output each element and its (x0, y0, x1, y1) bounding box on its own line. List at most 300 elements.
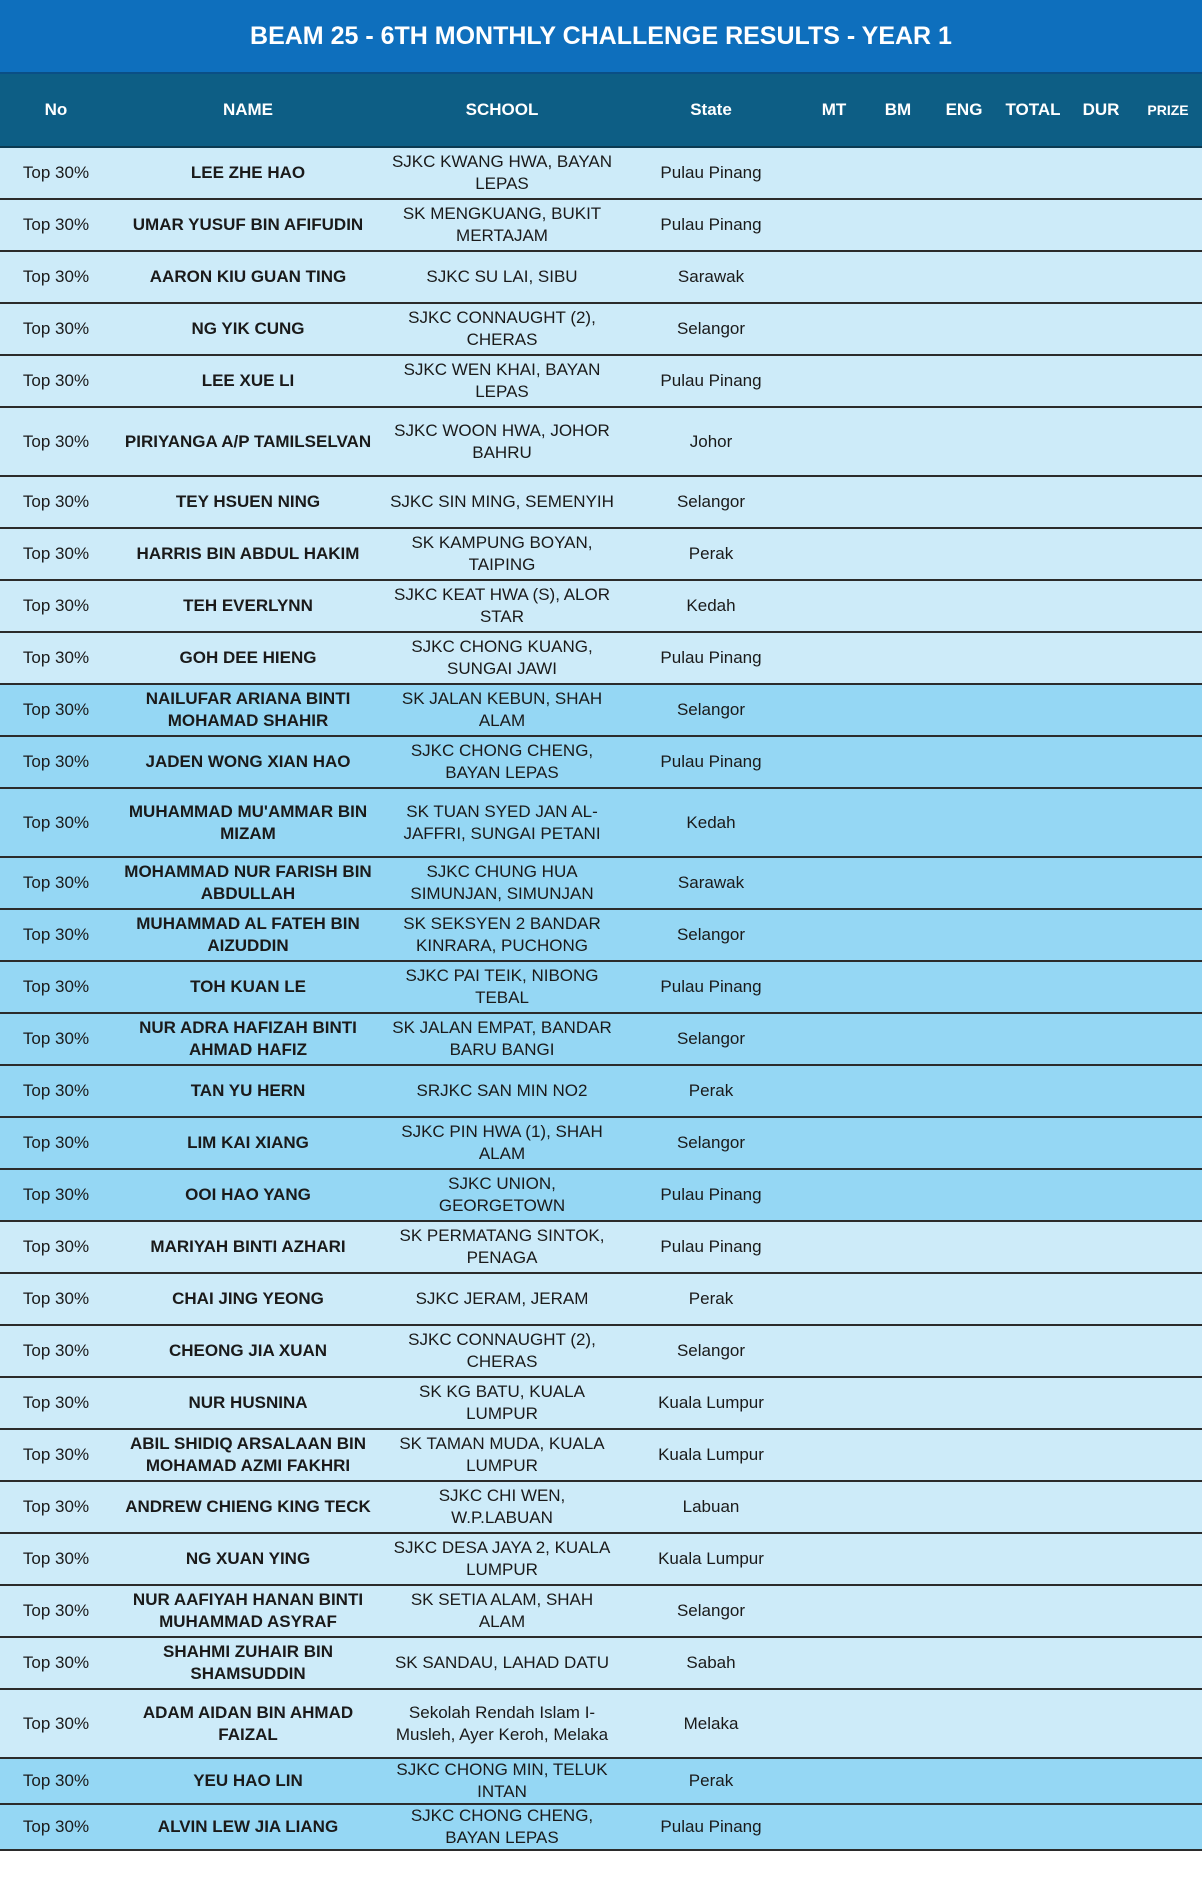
cell-no: Top 30% (22, 1289, 90, 1308)
table-row (0, 1170, 1202, 1222)
cell-no: Top 30% (22, 267, 90, 286)
cell-bm (866, 1586, 930, 1636)
cell-mt (802, 962, 866, 1012)
cell-name: MARIYAH BINTI AZHARI (150, 1237, 346, 1256)
cell-dur (1068, 789, 1134, 856)
cell-bm (866, 529, 930, 579)
cell-mt (802, 200, 866, 250)
table-row (0, 1066, 1202, 1118)
cell-no: Top 30% (22, 1445, 90, 1464)
header-dur: DUR (1082, 100, 1120, 119)
cell-eng (930, 1586, 998, 1636)
cell-school: SK MENGKUANG, BUKIT MERTAJAM (402, 204, 602, 245)
cell-dur (1068, 1170, 1134, 1220)
cell-name: LEE XUE LI (201, 371, 295, 390)
cell-mt (802, 1805, 866, 1849)
cell-total (998, 148, 1068, 198)
table-row (0, 737, 1202, 789)
cell-eng (930, 1482, 998, 1532)
cell-prize (1134, 477, 1202, 527)
cell-state: Perak (688, 1081, 734, 1100)
cell-school: SJKC CHONG CHENG, BAYAN LEPAS (410, 1806, 594, 1847)
cell-total (998, 1066, 1068, 1116)
cell-prize (1134, 1118, 1202, 1168)
cell-no: Top 30% (22, 596, 90, 615)
cell-bm (866, 1805, 930, 1849)
cell-prize (1134, 633, 1202, 683)
cell-state: Perak (688, 544, 734, 563)
cell-school: SK TAMAN MUDA, KUALA LUMPUR (399, 1434, 605, 1475)
cell-prize (1134, 1378, 1202, 1428)
cell-bm (866, 408, 930, 475)
cell-dur (1068, 633, 1134, 683)
cell-total (998, 529, 1068, 579)
cell-prize (1134, 789, 1202, 856)
cell-bm (866, 581, 930, 631)
cell-bm (866, 685, 930, 735)
cell-dur (1068, 1118, 1134, 1168)
cell-prize (1134, 581, 1202, 631)
cell-school: SK TUAN SYED JAN AL-JAFFRI, SUNGAI PETANI (403, 801, 601, 843)
cell-bm (866, 148, 930, 198)
cell-bm (866, 1066, 930, 1116)
cell-state: Selangor (676, 925, 746, 944)
cell-prize (1134, 1326, 1202, 1376)
cell-state: Pulau Pinang (660, 977, 762, 996)
cell-dur (1068, 1586, 1134, 1636)
cell-school: SJKC PIN HWA (1), SHAH ALAM (401, 1122, 603, 1163)
cell-mt (802, 1759, 866, 1803)
cell-state: Melaka (683, 1713, 739, 1733)
table-header (0, 74, 1202, 148)
cell-mt (802, 408, 866, 475)
table-row (0, 1638, 1202, 1690)
table-row (0, 304, 1202, 356)
table-row (0, 356, 1202, 408)
table-row (0, 252, 1202, 304)
table-row (0, 148, 1202, 200)
cell-prize (1134, 1690, 1202, 1757)
cell-state: Kuala Lumpur (658, 1445, 764, 1464)
cell-eng (930, 1759, 998, 1803)
cell-state: Selangor (676, 700, 746, 719)
cell-school: SJKC CHONG MIN, TELUK INTAN (396, 1760, 608, 1801)
cell-state: Selangor (676, 1133, 746, 1152)
cell-prize (1134, 1014, 1202, 1064)
cell-dur (1068, 962, 1134, 1012)
cell-dur (1068, 1066, 1134, 1116)
cell-prize (1134, 408, 1202, 475)
cell-total (998, 633, 1068, 683)
cell-eng (930, 1430, 998, 1480)
cell-prize (1134, 1482, 1202, 1532)
cell-school: SJKC CHONG CHENG, BAYAN LEPAS (410, 741, 594, 782)
cell-no: Top 30% (22, 492, 90, 511)
cell-mt (802, 858, 866, 908)
table-row (0, 633, 1202, 685)
cell-name: NUR HUSNINA (188, 1393, 308, 1412)
cell-dur (1068, 356, 1134, 406)
cell-school: SJKC CHONG KUANG, SUNGAI JAWI (411, 637, 593, 678)
table-row (0, 408, 1202, 477)
cell-eng (930, 1326, 998, 1376)
cell-mt (802, 685, 866, 735)
cell-dur (1068, 252, 1134, 302)
table-body (0, 148, 1202, 1851)
cell-bm (866, 200, 930, 250)
cell-dur (1068, 737, 1134, 787)
cell-dur (1068, 910, 1134, 960)
cell-state: Kuala Lumpur (658, 1393, 764, 1412)
cell-total (998, 1430, 1068, 1480)
cell-no: Top 30% (22, 1185, 90, 1204)
cell-state: Pulau Pinang (660, 371, 762, 390)
header-total: TOTAL (1005, 100, 1061, 119)
cell-school: SJKC KEAT HWA (S), ALOR STAR (393, 585, 610, 626)
table-row (0, 477, 1202, 529)
cell-no: Top 30% (22, 1029, 90, 1048)
header-bm: BM (884, 100, 912, 119)
cell-dur (1068, 200, 1134, 250)
cell-mt (802, 1274, 866, 1324)
cell-state: Pulau Pinang (660, 1185, 762, 1204)
cell-prize (1134, 200, 1202, 250)
cell-bm (866, 1326, 930, 1376)
cell-prize (1134, 356, 1202, 406)
header-eng: ENG (945, 100, 983, 119)
cell-name: ALVIN LEW JIA LIANG (157, 1817, 339, 1836)
header-school: SCHOOL (465, 100, 539, 119)
table-row (0, 1482, 1202, 1534)
cell-mt (802, 910, 866, 960)
cell-eng (930, 1690, 998, 1757)
cell-mt (802, 633, 866, 683)
cell-total (998, 1482, 1068, 1532)
cell-eng (930, 1066, 998, 1116)
cell-school: SJKC JERAM, JERAM (415, 1289, 589, 1308)
cell-mt (802, 1118, 866, 1168)
cell-eng (930, 1378, 998, 1428)
table-row (0, 1805, 1202, 1851)
cell-state: Kedah (686, 596, 736, 615)
cell-state: Pulau Pinang (660, 648, 762, 667)
cell-state: Selangor (676, 1601, 746, 1620)
cell-name: OOI HAO YANG (185, 1185, 311, 1204)
cell-total (998, 408, 1068, 475)
cell-no: Top 30% (22, 215, 90, 234)
cell-total (998, 304, 1068, 354)
cell-school: SK SANDAU, LAHAD DATU (394, 1653, 610, 1672)
cell-school: SK JALAN EMPAT, BANDAR BARU BANGI (392, 1018, 612, 1059)
cell-name: ADAM AIDAN BIN AHMAD FAIZAL (142, 1702, 354, 1744)
cell-eng (930, 200, 998, 250)
cell-bm (866, 1378, 930, 1428)
cell-state: Labuan (682, 1497, 740, 1516)
cell-state: Pulau Pinang (660, 752, 762, 771)
cell-prize (1134, 1274, 1202, 1324)
cell-mt (802, 529, 866, 579)
cell-eng (930, 252, 998, 302)
cell-dur (1068, 1222, 1134, 1272)
cell-mt (802, 789, 866, 856)
cell-mt (802, 304, 866, 354)
cell-total (998, 1759, 1068, 1803)
table-row (0, 858, 1202, 910)
cell-total (998, 858, 1068, 908)
cell-school: SJKC KWANG HWA, BAYAN LEPAS (391, 152, 613, 193)
cell-dur (1068, 858, 1134, 908)
cell-state: Selangor (676, 1029, 746, 1048)
cell-dur (1068, 1534, 1134, 1584)
cell-prize (1134, 1170, 1202, 1220)
table-row (0, 789, 1202, 858)
cell-no: Top 30% (22, 977, 90, 996)
cell-prize (1134, 252, 1202, 302)
cell-state: Selangor (676, 492, 746, 511)
page-title: BEAM 25 - 6TH MONTHLY CHALLENGE RESULTS - YEAR 1 (0, 0, 1202, 74)
cell-prize (1134, 737, 1202, 787)
cell-dur (1068, 148, 1134, 198)
cell-state: Sarawak (677, 873, 745, 892)
cell-dur (1068, 1378, 1134, 1428)
cell-name: YEU HAO LIN (193, 1771, 303, 1790)
cell-no: Top 30% (22, 319, 90, 338)
table-row (0, 529, 1202, 581)
cell-eng (930, 1170, 998, 1220)
cell-eng (930, 1274, 998, 1324)
cell-school: SK JALAN KEBUN, SHAH ALAM (401, 689, 603, 730)
cell-no: Top 30% (22, 1393, 90, 1412)
cell-eng (930, 581, 998, 631)
cell-bm (866, 633, 930, 683)
table-row (0, 1759, 1202, 1805)
cell-name: PIRIYANGA A/P TAMILSELVAN (124, 431, 372, 451)
cell-no: Top 30% (22, 812, 90, 832)
cell-mt (802, 1014, 866, 1064)
cell-prize (1134, 1805, 1202, 1849)
table-row (0, 200, 1202, 252)
cell-state: Pulau Pinang (660, 215, 762, 234)
cell-total (998, 356, 1068, 406)
cell-dur (1068, 1805, 1134, 1849)
cell-dur (1068, 1759, 1134, 1803)
cell-total (998, 1805, 1068, 1849)
cell-name: HARRIS BIN ABDUL HAKIM (136, 544, 360, 563)
cell-eng (930, 1014, 998, 1064)
cell-state: Perak (688, 1289, 734, 1308)
cell-no: Top 30% (22, 1237, 90, 1256)
table-row (0, 1222, 1202, 1274)
cell-no: Top 30% (22, 163, 90, 182)
cell-name: UMAR YUSUF BIN AFIFUDIN (132, 215, 364, 234)
cell-school: SJKC CHUNG HUA SIMUNJAN, SIMUNJAN (410, 862, 594, 903)
cell-eng (930, 1222, 998, 1272)
cell-state: Kedah (686, 812, 736, 832)
cell-name: LIM KAI XIANG (187, 1133, 309, 1152)
cell-total (998, 1638, 1068, 1688)
cell-dur (1068, 304, 1134, 354)
cell-total (998, 1534, 1068, 1584)
table-row (0, 581, 1202, 633)
cell-total (998, 581, 1068, 631)
cell-eng (930, 408, 998, 475)
cell-bm (866, 789, 930, 856)
cell-total (998, 910, 1068, 960)
table-row (0, 962, 1202, 1014)
cell-no: Top 30% (22, 544, 90, 563)
cell-school: SJKC PAI TEIK, NIBONG TEBAL (405, 966, 599, 1007)
cell-name: NAILUFAR ARIANA BINTI MOHAMAD SHAHIR (145, 689, 351, 730)
cell-state: Sabah (686, 1653, 736, 1672)
table-row (0, 1430, 1202, 1482)
cell-bm (866, 1638, 930, 1688)
cell-eng (930, 858, 998, 908)
cell-dur (1068, 1430, 1134, 1480)
cell-bm (866, 1534, 930, 1584)
cell-name: SHAHMI ZUHAIR BIN SHAMSUDDIN (163, 1642, 333, 1683)
cell-school: SJKC CHI WEN, W.P.LABUAN (438, 1486, 566, 1527)
cell-no: Top 30% (22, 1081, 90, 1100)
table-row (0, 1014, 1202, 1066)
cell-eng (930, 148, 998, 198)
cell-school: SK SETIA ALAM, SHAH ALAM (410, 1590, 594, 1631)
cell-state: Pulau Pinang (660, 1237, 762, 1256)
cell-no: Top 30% (22, 1713, 90, 1733)
cell-mt (802, 1066, 866, 1116)
cell-school: SJKC SU LAI, SIBU (426, 267, 578, 286)
cell-no: Top 30% (22, 1601, 90, 1620)
cell-mt (802, 1326, 866, 1376)
cell-bm (866, 962, 930, 1012)
cell-school: SJKC WEN KHAI, BAYAN LEPAS (403, 360, 601, 401)
cell-total (998, 1170, 1068, 1220)
cell-bm (866, 1430, 930, 1480)
cell-mt (802, 581, 866, 631)
cell-dur (1068, 1326, 1134, 1376)
cell-no: Top 30% (22, 752, 90, 771)
cell-total (998, 1586, 1068, 1636)
cell-bm (866, 1118, 930, 1168)
cell-prize (1134, 1759, 1202, 1803)
cell-eng (930, 633, 998, 683)
table-row (0, 685, 1202, 737)
cell-dur (1068, 408, 1134, 475)
cell-mt (802, 1534, 866, 1584)
cell-name: ABIL SHIDIQ ARSALAAN BIN MOHAMAD AZMI FAKHRI (129, 1434, 367, 1475)
cell-total (998, 789, 1068, 856)
cell-prize (1134, 1066, 1202, 1116)
cell-prize (1134, 529, 1202, 579)
cell-dur (1068, 529, 1134, 579)
cell-prize (1134, 910, 1202, 960)
cell-school: SJKC CONNAUGHT (2), CHERAS (408, 308, 596, 349)
cell-state: Johor (689, 431, 733, 451)
cell-total (998, 1274, 1068, 1324)
cell-eng (930, 1534, 998, 1584)
cell-name: TEH EVERLYNN (183, 596, 313, 615)
header-prize: PRIZE (1147, 102, 1189, 118)
cell-name: TOH KUAN LE (190, 977, 306, 996)
cell-total (998, 1014, 1068, 1064)
cell-name: MOHAMMAD NUR FARISH BIN ABDULLAH (124, 862, 372, 903)
cell-prize (1134, 304, 1202, 354)
cell-prize (1134, 1534, 1202, 1584)
cell-no: Top 30% (22, 431, 90, 451)
cell-prize (1134, 1430, 1202, 1480)
cell-bm (866, 1014, 930, 1064)
cell-eng (930, 962, 998, 1012)
cell-school: SRJKC SAN MIN NO2 (416, 1081, 588, 1100)
cell-total (998, 1378, 1068, 1428)
cell-mt (802, 477, 866, 527)
cell-eng (930, 685, 998, 735)
cell-eng (930, 910, 998, 960)
header-mt: MT (821, 100, 847, 119)
cell-mt (802, 737, 866, 787)
cell-dur (1068, 1274, 1134, 1324)
table-row (0, 910, 1202, 962)
cell-eng (930, 1805, 998, 1849)
cell-mt (802, 148, 866, 198)
cell-mt (802, 1638, 866, 1688)
cell-eng (930, 737, 998, 787)
cell-name: MUHAMMAD MU'AMMAR BIN MIZAM (128, 801, 368, 843)
cell-school: SJKC DESA JAYA 2, KUALA LUMPUR (393, 1538, 611, 1579)
table-row (0, 1586, 1202, 1638)
cell-bm (866, 252, 930, 302)
cell-bm (866, 1274, 930, 1324)
cell-prize (1134, 962, 1202, 1012)
cell-no: Top 30% (22, 1771, 90, 1790)
cell-dur (1068, 477, 1134, 527)
cell-mt (802, 1586, 866, 1636)
cell-prize (1134, 1638, 1202, 1688)
cell-total (998, 962, 1068, 1012)
cell-prize (1134, 1222, 1202, 1272)
cell-no: Top 30% (22, 1133, 90, 1152)
cell-name: MUHAMMAD AL FATEH BIN AIZUDDIN (136, 914, 360, 955)
cell-bm (866, 737, 930, 787)
cell-no: Top 30% (22, 1497, 90, 1516)
cell-state: Perak (688, 1771, 734, 1790)
header-no: No (44, 100, 68, 119)
cell-eng (930, 789, 998, 856)
cell-school: SK SEKSYEN 2 BANDAR KINRARA, PUCHONG (403, 914, 601, 955)
cell-school: SJKC UNION, GEORGETOWN (438, 1174, 566, 1215)
table-row (0, 1690, 1202, 1759)
cell-name: TEY HSUEN NING (175, 492, 321, 511)
cell-total (998, 1690, 1068, 1757)
cell-mt (802, 1170, 866, 1220)
cell-no: Top 30% (22, 925, 90, 944)
cell-mt (802, 356, 866, 406)
cell-name: ANDREW CHIENG KING TECK (125, 1497, 371, 1516)
cell-total (998, 1118, 1068, 1168)
cell-total (998, 477, 1068, 527)
cell-mt (802, 1690, 866, 1757)
cell-no: Top 30% (22, 700, 90, 719)
cell-dur (1068, 1638, 1134, 1688)
cell-name: AARON KIU GUAN TING (149, 267, 347, 286)
cell-name: NUR ADRA HAFIZAH BINTI AHMAD HAFIZ (139, 1018, 357, 1059)
cell-total (998, 200, 1068, 250)
cell-bm (866, 1482, 930, 1532)
cell-name: NG XUAN YING (185, 1549, 311, 1568)
cell-school: SK KG BATU, KUALA LUMPUR (419, 1382, 585, 1423)
cell-eng (930, 1638, 998, 1688)
table-row (0, 1118, 1202, 1170)
cell-no: Top 30% (22, 1653, 90, 1672)
